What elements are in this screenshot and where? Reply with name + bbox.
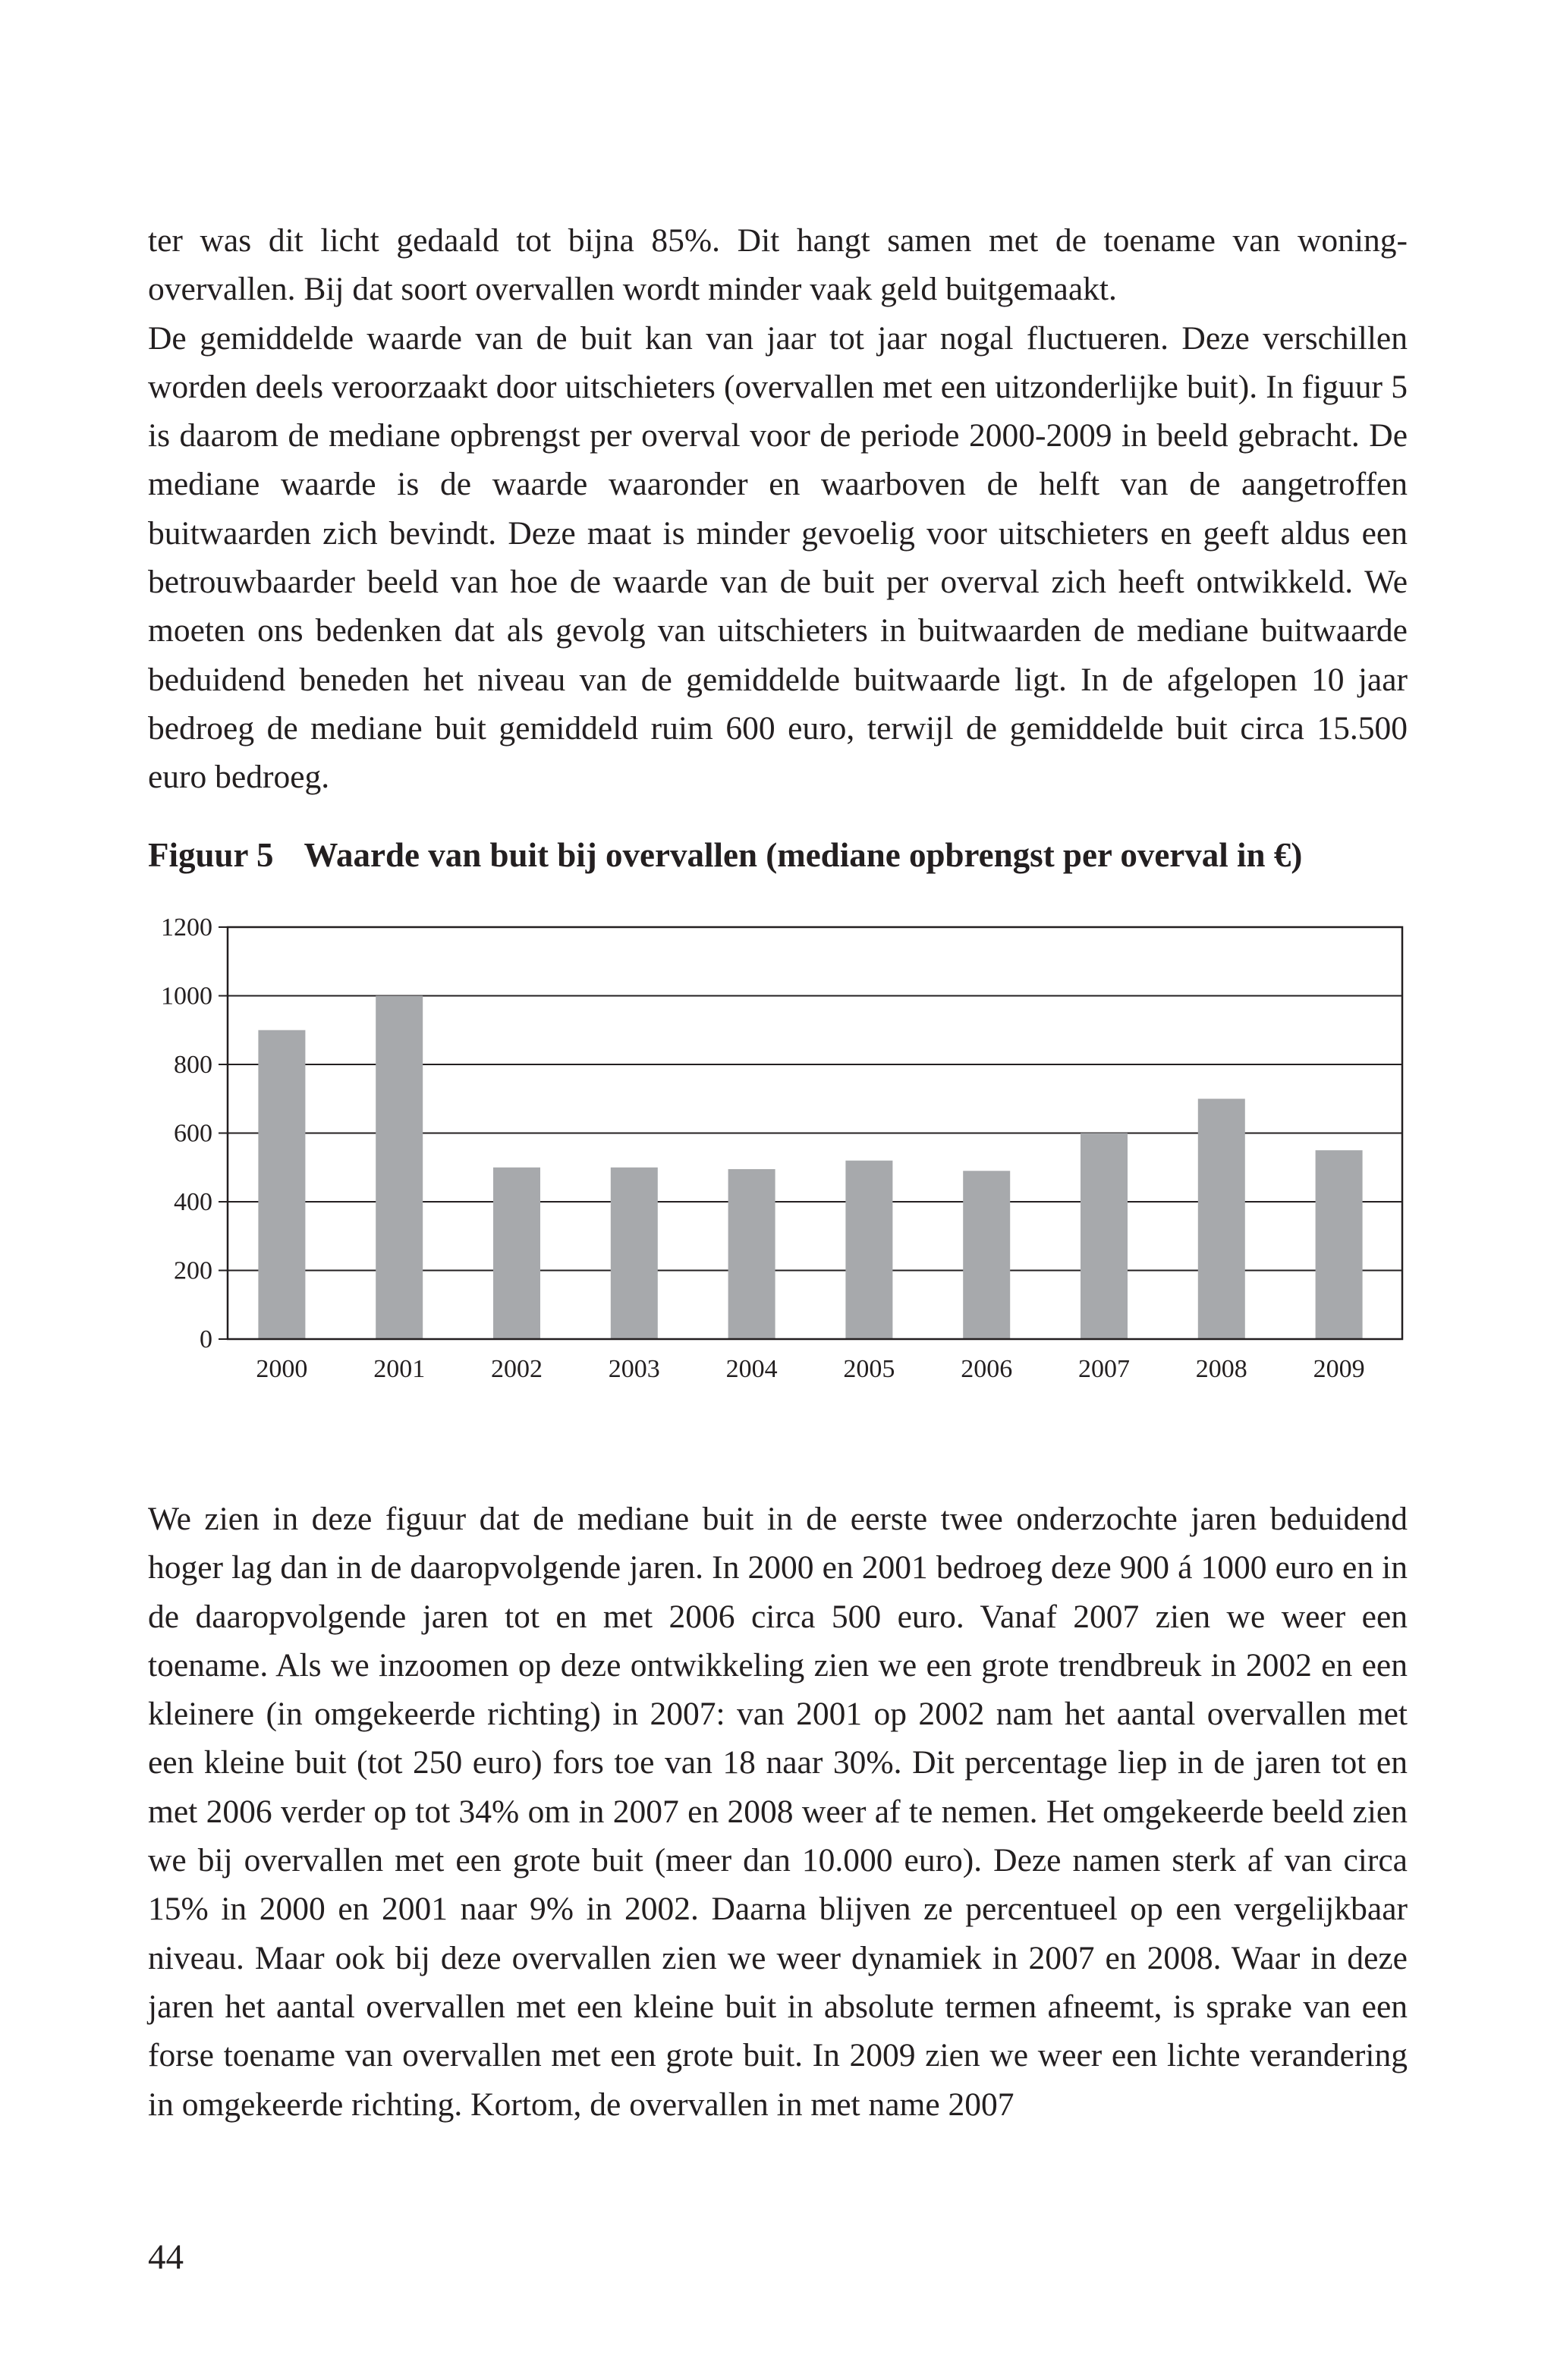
bar-2000 <box>258 1030 305 1339</box>
bar-2008 <box>1198 1099 1245 1339</box>
bar-2001 <box>376 996 423 1340</box>
x-tick-label: 2003 <box>608 1355 660 1383</box>
bar-2004 <box>728 1169 775 1339</box>
x-tick-label: 2000 <box>256 1355 308 1383</box>
y-tick-label: 0 <box>200 1325 212 1353</box>
y-tick-label: 800 <box>174 1051 212 1079</box>
chart-y-ticks <box>161 913 228 1353</box>
page-number: 44 <box>148 2237 184 2277</box>
chart-x-ticks <box>256 1355 1364 1383</box>
bar-2009 <box>1316 1150 1363 1339</box>
body-text <box>148 1495 1408 2129</box>
figure-label: Figuur 5 <box>148 836 274 874</box>
body-paragraph: We zien in deze figuur dat de mediane buit in de eerste twee onderzochte jaren beduidend hoger lag dan in de daaropvolgende jaren. In 2000 en 2001 bedroeg deze 900 á 1000 euro en in de daaropvolgende jaren tot en met 2006 circa 500 euro. Vanaf 2007 zien we weer een toename. Als we inzoomen op deze ontwikkeling zien we een grote trendbreuk in 2002 en een kleinere (in omgekeerde richting) in 2007: van 2001 op 2002 nam het aantal overvallen met een kleine buit (tot 250 euro) fors toe van 18 naar 30%. Dit percentage liep in de jaren tot en met 2006 verder op tot 34% om in 2007 en 2008 weer af te nemen. Het omgekeerde beeld zien we bij overvallen met een grote buit (meer dan 10.000 euro). Deze namen sterk af van circa 15% in 2000 en 2001 naar 9% in 2002. Daarna blijven ze percentueel op een vergelijkbaar niveau. Maar ook bij deze overvallen zien we weer dynamiek in 2007 en 2008. Waar in deze jaren het aantal overvallen met een kleine buit in absolute termen afneemt, is sprake van een forse toename van overvallen met een grote buit. In 2009 zien we weer een lichte verandering in omgekeerde richting. Kortom, de overvallen in met name 2007 <box>148 1501 1408 2123</box>
x-tick-label: 2001 <box>373 1355 426 1383</box>
x-tick-label: 2002 <box>491 1355 543 1383</box>
y-tick-label: 600 <box>174 1119 212 1148</box>
bar-2002 <box>493 1168 540 1339</box>
intro-paragraph-1: ter was dit licht gedaald tot bijna 85%. Dit hangt samen met de toename van woningovervallen. Bij dat soort overvallen wordt minder vaak geld buitgemaakt. <box>148 222 1408 308</box>
intro-paragraph-2: De gemiddelde waarde van de buit kan van jaar tot jaar nogal fluctueren. Deze verschillen worden deels veroorzaakt door uitschieters (overvallen met een uitzonderlijke buit). In figuur 5 is daarom de mediane opbrengst per overval voor de periode 2000-2009 in beeld gebracht. De mediane waarde is de waarde waaronder en waarboven de helft van de aangetroffen buitwaarden zich bevindt. Deze maat is minder gevoelig voor uitschieters en geeft aldus een betrouwbaarder beeld van hoe de waarde van de buit per overval zich heeft ontwikkeld. We moeten ons bedenken dat als gevolg van uitschieters in buitwaarden de mediane buitwaarde beduidend beneden het niveau van de gemiddelde buitwaarde ligt. In de afgelopen 10 jaar bedroeg de mediane buit gemiddeld ruim 600 euro, terwijl de gemiddelde buit circa 15.500 euro bedroeg. <box>148 319 1408 796</box>
x-tick-label: 2009 <box>1313 1355 1365 1383</box>
chart-bars <box>258 996 1362 1340</box>
x-tick-label: 2004 <box>725 1355 778 1383</box>
bar-2006 <box>963 1171 1010 1339</box>
y-tick-label: 1000 <box>161 982 212 1011</box>
y-tick-label: 1200 <box>161 913 212 942</box>
y-tick-label: 400 <box>174 1188 212 1216</box>
bar-2003 <box>611 1168 658 1339</box>
y-tick-label: 200 <box>174 1256 212 1285</box>
x-tick-label: 2006 <box>961 1355 1013 1383</box>
bar-2005 <box>845 1161 892 1339</box>
x-tick-label: 2007 <box>1078 1355 1130 1383</box>
bar-2007 <box>1081 1133 1128 1340</box>
figure-title: Waarde van buit bij overvallen (mediane opbrengst per overval in €) <box>304 836 1303 874</box>
x-tick-label: 2008 <box>1195 1355 1247 1383</box>
x-tick-label: 2005 <box>843 1355 895 1383</box>
